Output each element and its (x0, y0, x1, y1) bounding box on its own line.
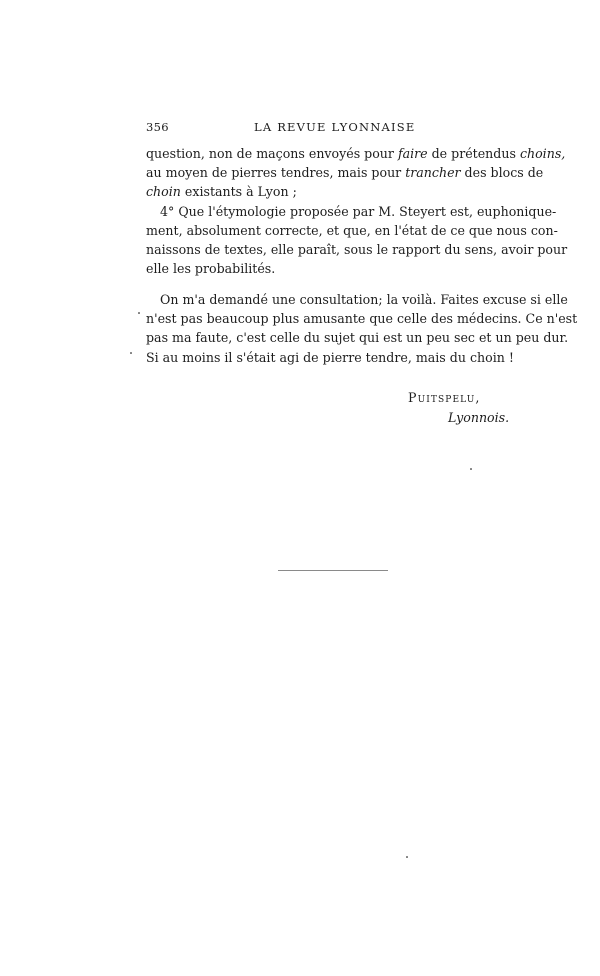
italic-word: trancher (405, 165, 461, 181)
scan-speck (470, 468, 472, 470)
text-line (146, 163, 544, 182)
text-run: des blocs de (460, 165, 544, 181)
text-run: existants à Lyon ; (180, 184, 297, 200)
running-title: LA REVUE LYONNAISE (254, 120, 416, 134)
text-line: elle les probabilités. (146, 261, 276, 277)
signature-block (408, 388, 509, 428)
text-run: de prétendus (427, 146, 520, 161)
paragraph-continued (146, 144, 568, 278)
page-header (146, 120, 506, 138)
text-line (146, 144, 566, 163)
italic-word: faire (397, 146, 428, 161)
scan-speck (406, 856, 408, 858)
text-line (146, 182, 506, 201)
text-line: pas ma faute, c'est celle du sujet qui est un peu sec et un peu dur. (146, 330, 569, 346)
scan-speck (130, 352, 132, 354)
italic-word: choins, (519, 146, 566, 161)
author-place: Lyonnois. (448, 410, 510, 425)
closing-paragraph (146, 290, 578, 367)
text-line: 4° Que l'étymologie proposée par M. Steyert est, euphonique- (160, 203, 557, 219)
text-run: question, non de maçons envoyés pour (146, 146, 398, 161)
text-line: naissons de textes, elle paraît, sous le rapport du sens, avoir pour (146, 241, 568, 257)
italic-word: choin (146, 184, 181, 200)
scan-speck (138, 312, 140, 314)
text-line: ment, absolument correcte, et que, en l'état de ce que nous con- (146, 222, 558, 238)
text-line: Si au moins il s'était agi de pierre tendre, mais du choin ! (146, 349, 514, 365)
page-number: 356 (146, 120, 169, 134)
text-line: On m'a demandé une consultation; la voilà. Faites excuse si elle (160, 292, 568, 307)
text-line: n'est pas beaucoup plus amusante que celle des médecins. Ce n'est (146, 311, 578, 327)
section-rule (278, 570, 388, 571)
text-run: au moyen de pierres tendres, mais pour (146, 165, 406, 181)
author-name: Puitspelu, (408, 390, 481, 405)
